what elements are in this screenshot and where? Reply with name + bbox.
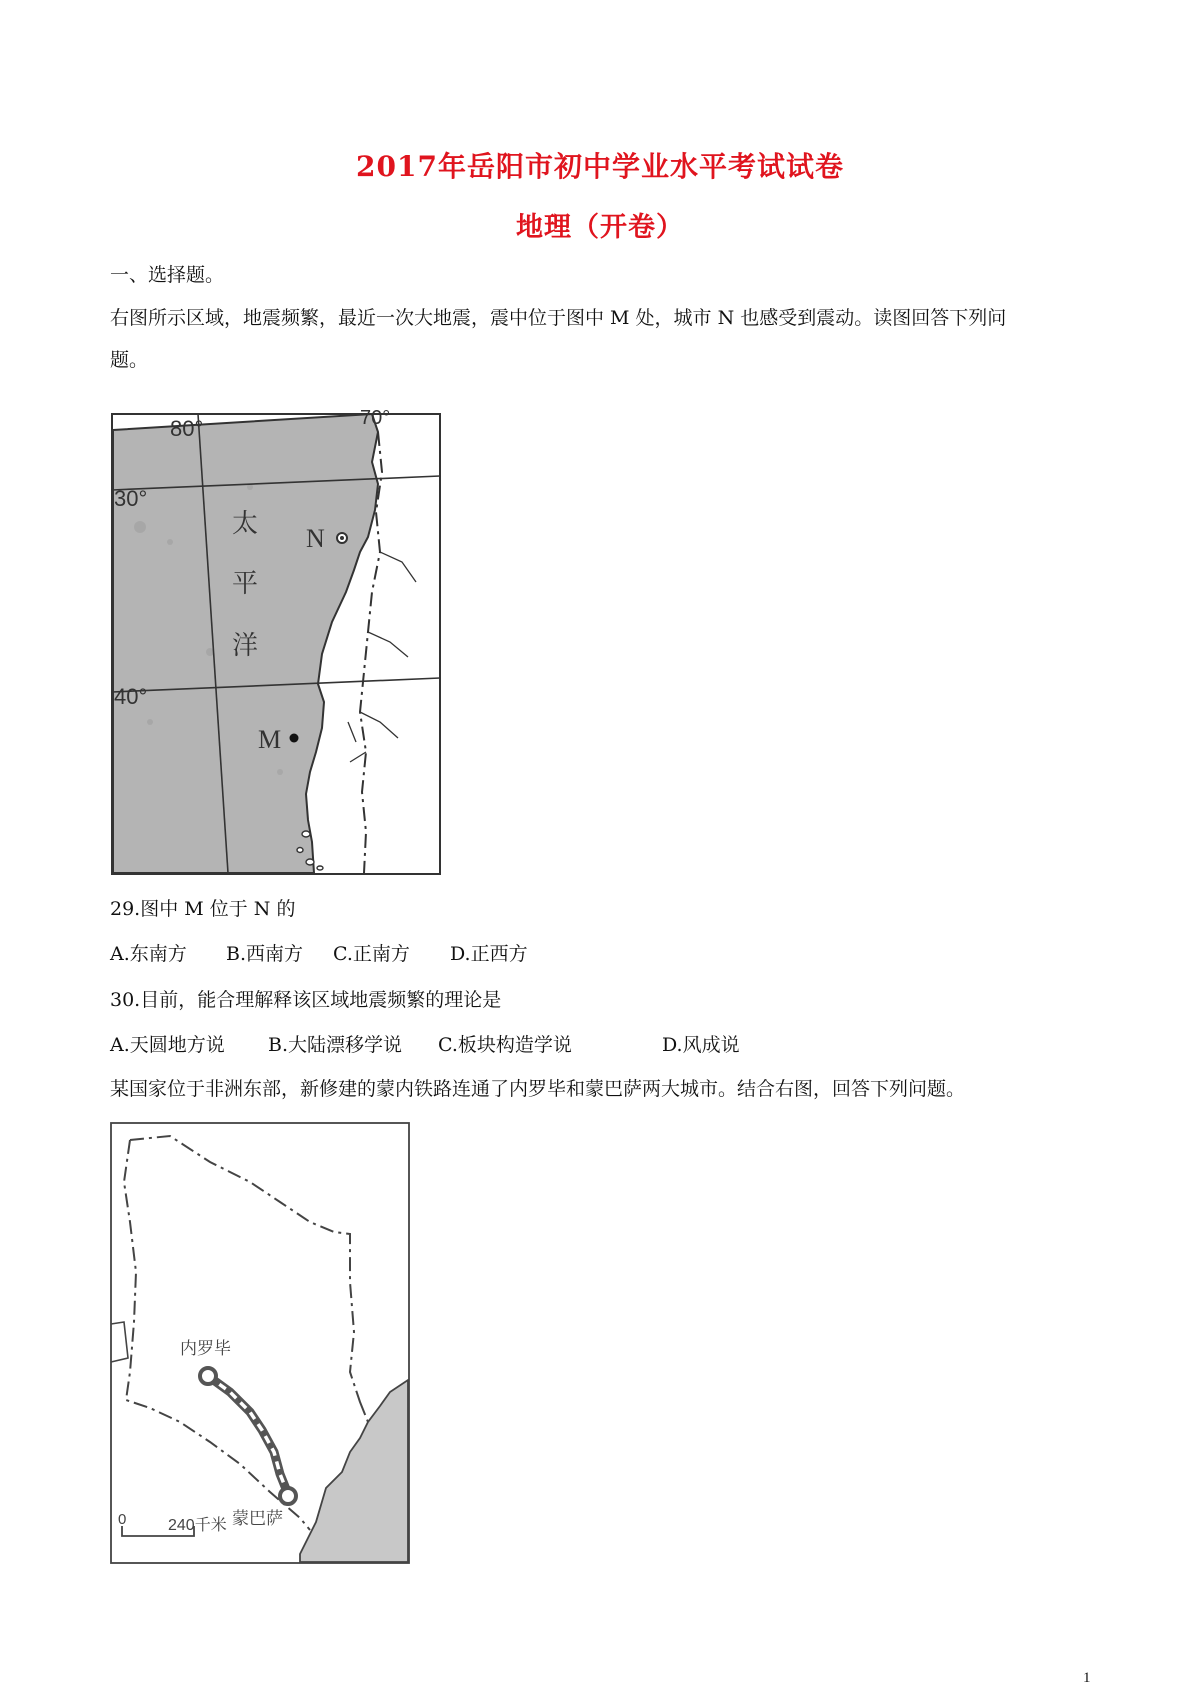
lat-label-40: 40° bbox=[114, 684, 148, 709]
page-number: 1 bbox=[1083, 1670, 1091, 1686]
q29-option-c: C.正南方 bbox=[333, 943, 410, 965]
q29-stem: 29.图中 M 位于 N 的 bbox=[110, 898, 296, 920]
kenya-map bbox=[110, 1122, 410, 1564]
q29-option-d: D.正西方 bbox=[450, 943, 528, 965]
q30-option-c: C.板块构造学说 bbox=[438, 1034, 572, 1056]
ocean-label-char-1: 太 bbox=[232, 509, 259, 539]
point-m-label: M bbox=[258, 725, 282, 754]
mombasa-label: 蒙巴萨 bbox=[232, 1509, 283, 1528]
ocean-label-char-2: 平 bbox=[232, 569, 259, 599]
q29-option-b: B.西南方 bbox=[226, 943, 304, 965]
intro2-line1: 某国家位于非洲东部，新修建的蒙内铁路连通了内罗毕和蒙巴萨两大城市。结合右图，回答下列问题。 bbox=[110, 1078, 966, 1100]
nairobi-label: 内罗毕 bbox=[180, 1339, 231, 1358]
ocean-label-char-3: 洋 bbox=[232, 631, 259, 661]
nairobi-marker bbox=[200, 1368, 216, 1384]
q30-option-a: A.天圆地方说 bbox=[110, 1034, 225, 1056]
section-heading: 一、选择题。 bbox=[110, 264, 225, 286]
exam-subtitle: 地理（开卷） bbox=[516, 212, 684, 243]
south-america-map bbox=[110, 392, 443, 878]
scale-label: 240千米 bbox=[168, 1517, 227, 1534]
lon-label-70: 70° bbox=[360, 407, 391, 429]
scale-zero: 0 bbox=[118, 1511, 127, 1528]
q30-stem: 30.目前，能合理解释该区域地震频繁的理论是 bbox=[110, 989, 502, 1011]
lon-label-80: 80° bbox=[170, 416, 204, 441]
q29-option-a: A.东南方 bbox=[110, 943, 187, 965]
exam-title: 2017年岳阳市初中学业水平考试试卷 bbox=[356, 150, 844, 183]
lat-label-30: 30° bbox=[114, 486, 148, 511]
mombasa-marker bbox=[280, 1488, 296, 1504]
intro1-line1: 右图所示区域，地震频繁，最近一次大地震，震中位于图中 M 处，城市 N 也感受到震动。读图回答下列问 bbox=[110, 307, 1007, 329]
q30-option-d: D.风成说 bbox=[662, 1034, 740, 1056]
q30-option-b: B.大陆漂移学说 bbox=[268, 1034, 403, 1056]
point-n-label: N bbox=[306, 524, 325, 553]
intro1-line2: 题。 bbox=[110, 349, 149, 371]
